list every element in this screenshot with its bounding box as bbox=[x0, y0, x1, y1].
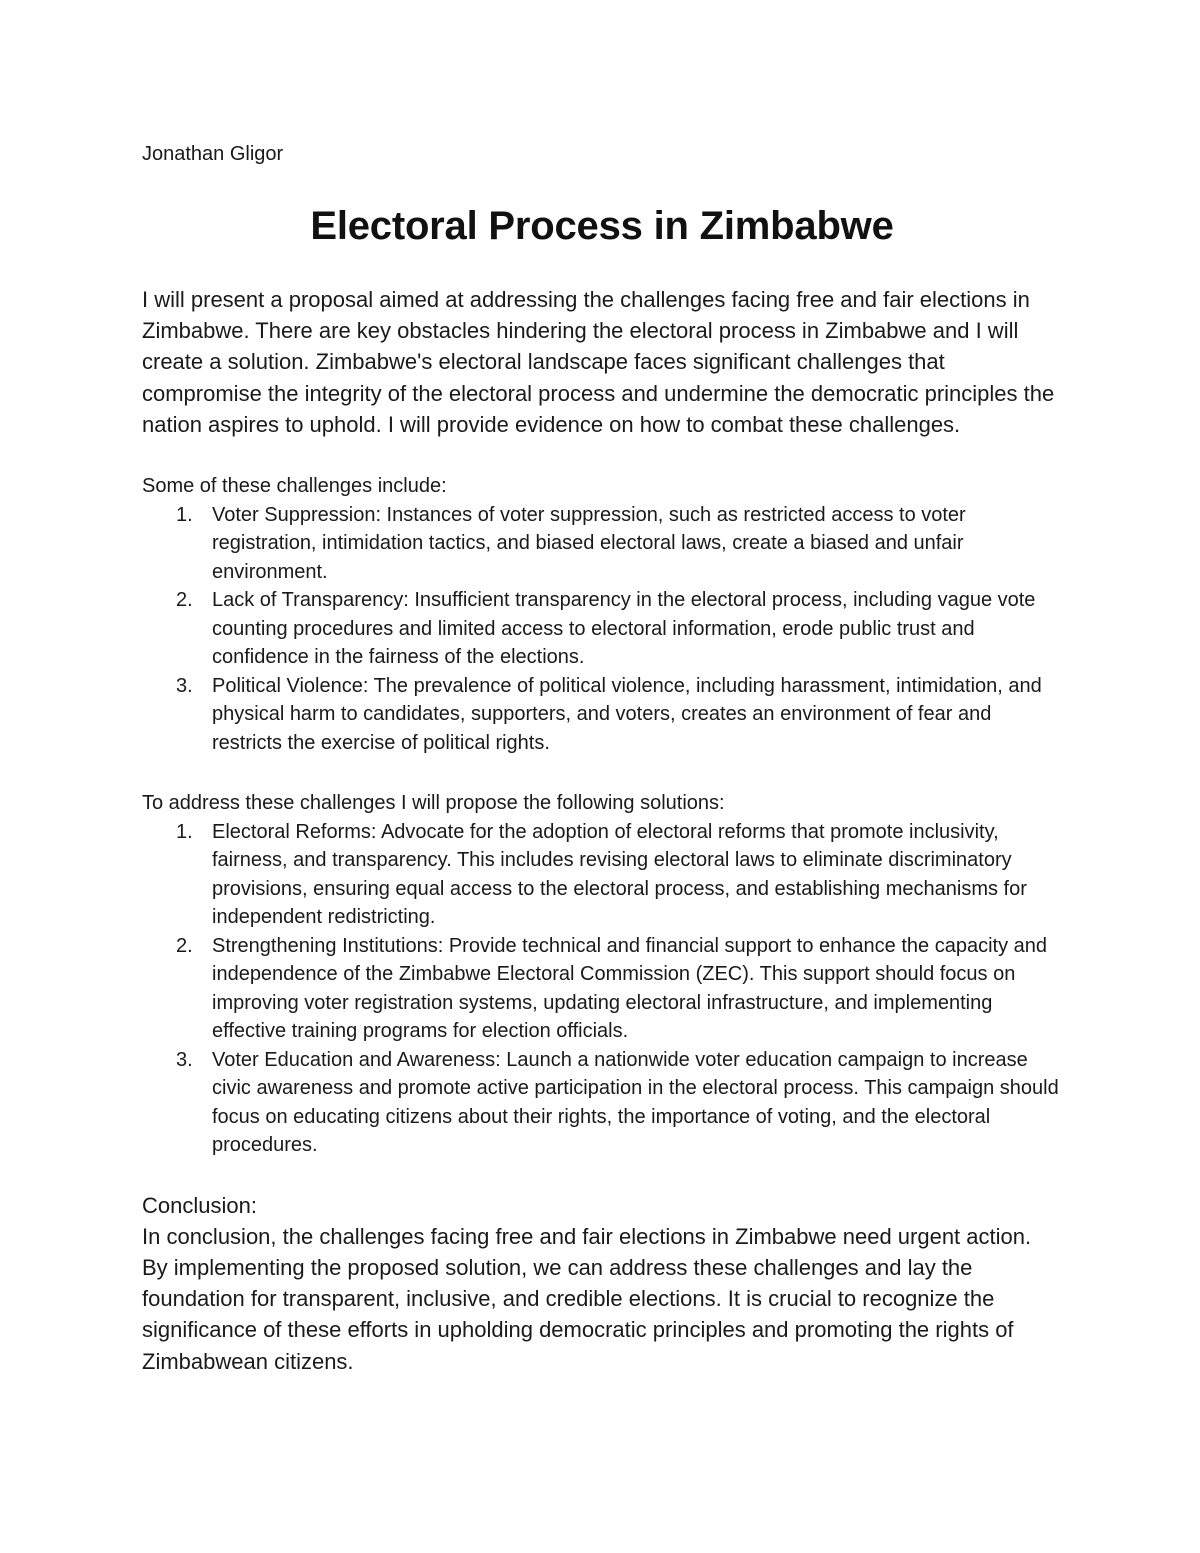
challenges-list bbox=[142, 501, 1062, 758]
document-page bbox=[142, 140, 1062, 1377]
list-item bbox=[142, 672, 1062, 758]
list-item-text: Lack of Transparency: Insufficient transparency in the electoral process, including vague vote counting procedures and limited access to electoral information, erode public trust and confidence in the fairness of the elections. bbox=[212, 589, 1036, 669]
document-title: Electoral Process in Zimbabwe bbox=[310, 204, 894, 248]
list-item-text: Voter Education and Awareness: Launch a nationwide voter education campaign to increase civic awareness and promote active participation in the electoral process. This campaign should focus on educating citizens about their rights, the importance of voting, and the electoral procedures. bbox=[212, 1048, 1059, 1157]
list-number: 2. bbox=[176, 589, 193, 612]
challenges-lead: Some of these challenges include: bbox=[142, 475, 447, 498]
intro-paragraph: I will present a proposal aimed at addressing the challenges facing free and fair elections in Zimbabwe. There are key obstacles hindering the electoral process in Zimbabwe and I will create a solution. Zimbabwe's electoral landscape faces significant challenges that compromise the integrity of the electoral process and undermine the democratic principles the nation aspires to uphold. I will provide evidence on how to combat these challenges. bbox=[142, 287, 1055, 437]
list-item-text: Political Violence: The prevalence of political violence, including harassment, intimidation, and physical harm to candidates, supporters, and voters, creates an environment of fear and restricts the exercise of political rights. bbox=[212, 674, 1042, 754]
list-item bbox=[142, 818, 1062, 932]
list-item-text: Strengthening Institutions: Provide technical and financial support to enhance the capacity and independence of the Zimbabwe Electoral Commission (ZEC). This support should focus on improving voter registration systems, updating electoral infrastructure, and implementing effective training programs for election officials. bbox=[212, 934, 1047, 1043]
list-item bbox=[142, 501, 1062, 587]
list-item bbox=[142, 1046, 1062, 1160]
solutions-list bbox=[142, 818, 1062, 1160]
conclusion-paragraph: In conclusion, the challenges facing free and fair elections in Zimbabwe need urgent action. By implementing the proposed solution, we can address these challenges and lay the foundation for transparent, inclusive, and credible elections. It is crucial to recognize the significance of these efforts in upholding democratic principles and promoting the rights of Zimbabwean citizens. bbox=[142, 1223, 1032, 1374]
author-name: Jonathan Gligor bbox=[142, 143, 284, 165]
conclusion-heading: Conclusion: bbox=[142, 1192, 257, 1218]
list-item-text: Electoral Reforms: Advocate for the adoption of electoral reforms that promote inclusivity, fairness, and transparency. This includes revising electoral laws to eliminate discriminatory provisions, ensuring equal access to the electoral process, and establishing mechanisms for independent redistricting. bbox=[212, 820, 1027, 929]
list-number: 3. bbox=[176, 1048, 193, 1071]
list-number: 2. bbox=[176, 934, 193, 957]
list-number: 3. bbox=[176, 674, 193, 697]
list-item-text: Voter Suppression: Instances of voter suppression, such as restricted access to voter registration, intimidation tactics, and biased electoral laws, create a biased and unfair environment. bbox=[212, 503, 966, 583]
list-item bbox=[142, 586, 1062, 672]
solutions-lead: To address these challenges I will propose the following solutions: bbox=[142, 792, 725, 815]
list-item bbox=[142, 932, 1062, 1046]
list-number: 1. bbox=[176, 503, 193, 526]
list-number: 1. bbox=[176, 820, 193, 843]
